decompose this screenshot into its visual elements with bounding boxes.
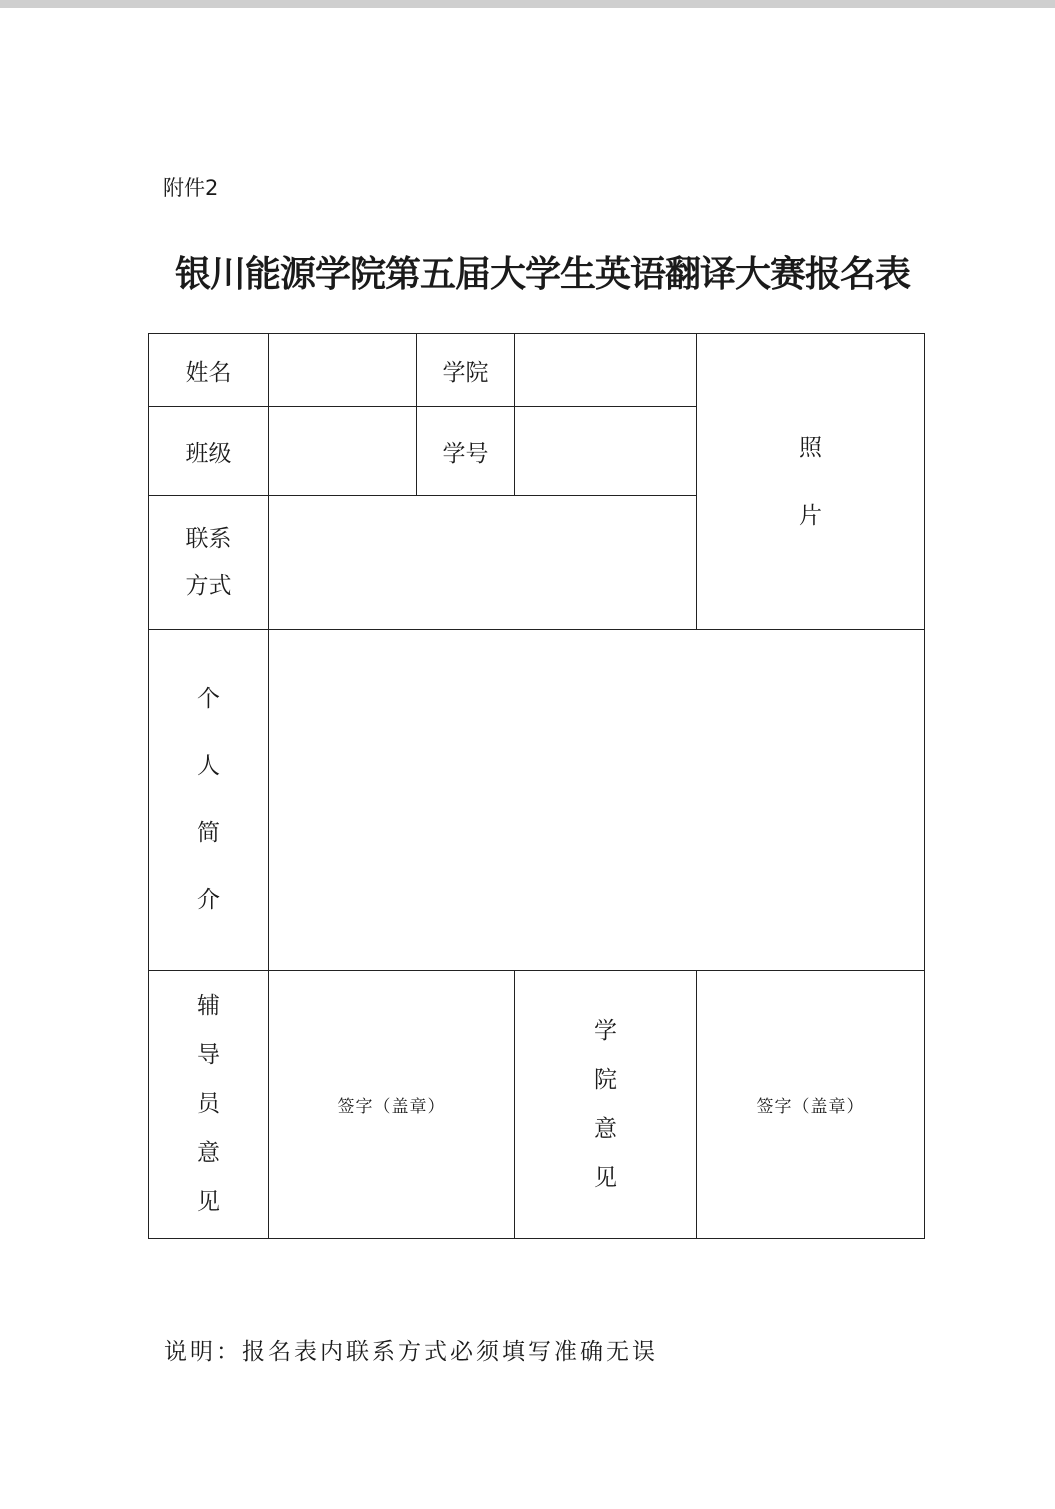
name-label: 姓名: [149, 334, 269, 407]
intro-char-3: 简: [197, 820, 220, 846]
top-scroll-bar: [0, 0, 1055, 8]
class-field[interactable]: [269, 407, 417, 496]
counselor-opinion-field[interactable]: [269, 971, 515, 1239]
college-char-4: 见: [594, 1164, 617, 1191]
form-title: 银川能源学院第五届大学生英语翻译大赛报名表: [174, 254, 910, 295]
college-opinion-field[interactable]: [697, 971, 925, 1239]
intro-label: [149, 630, 269, 971]
photo-label-1: 照: [799, 434, 822, 461]
class-label: 班级: [149, 407, 269, 496]
registration-form-table: [148, 333, 925, 1239]
attachment-label: 附件2: [163, 176, 219, 200]
photo-label-2: 片: [799, 502, 822, 529]
counselor-char-2: 导: [197, 1042, 220, 1068]
college-field[interactable]: [515, 334, 697, 407]
intro-char-4: 介: [197, 887, 220, 913]
name-field[interactable]: [269, 334, 417, 407]
intro-field[interactable]: [269, 630, 925, 971]
form-note: 说明：报名表内联系方式必须填写准确无误: [164, 1339, 658, 1365]
contact-label-line-2: 方式: [185, 572, 232, 599]
contact-field[interactable]: [269, 496, 697, 630]
counselor-char-4: 意: [197, 1140, 220, 1166]
college-signature-label: 签字（盖章）: [756, 1096, 865, 1117]
counselor-char-5: 见: [197, 1189, 220, 1215]
intro-char-2: 人: [197, 753, 220, 779]
counselor-char-1: 辅: [197, 993, 220, 1019]
college-char-3: 意: [594, 1115, 617, 1142]
college-label: 学院: [417, 334, 515, 407]
counselor-opinion-label: [149, 971, 269, 1239]
counselor-char-3: 员: [197, 1091, 220, 1117]
college-char-2: 院: [594, 1066, 617, 1093]
photo-cell[interactable]: [697, 334, 925, 630]
counselor-signature-label: 签字（盖章）: [337, 1096, 446, 1117]
student-id-field[interactable]: [515, 407, 697, 496]
student-id-label: 学号: [417, 407, 515, 496]
contact-label-line-1: 联系: [185, 525, 232, 552]
college-opinion-label: [515, 971, 697, 1239]
contact-label: [149, 496, 269, 630]
intro-char-1: 个: [197, 686, 220, 712]
college-char-1: 学: [594, 1017, 617, 1044]
